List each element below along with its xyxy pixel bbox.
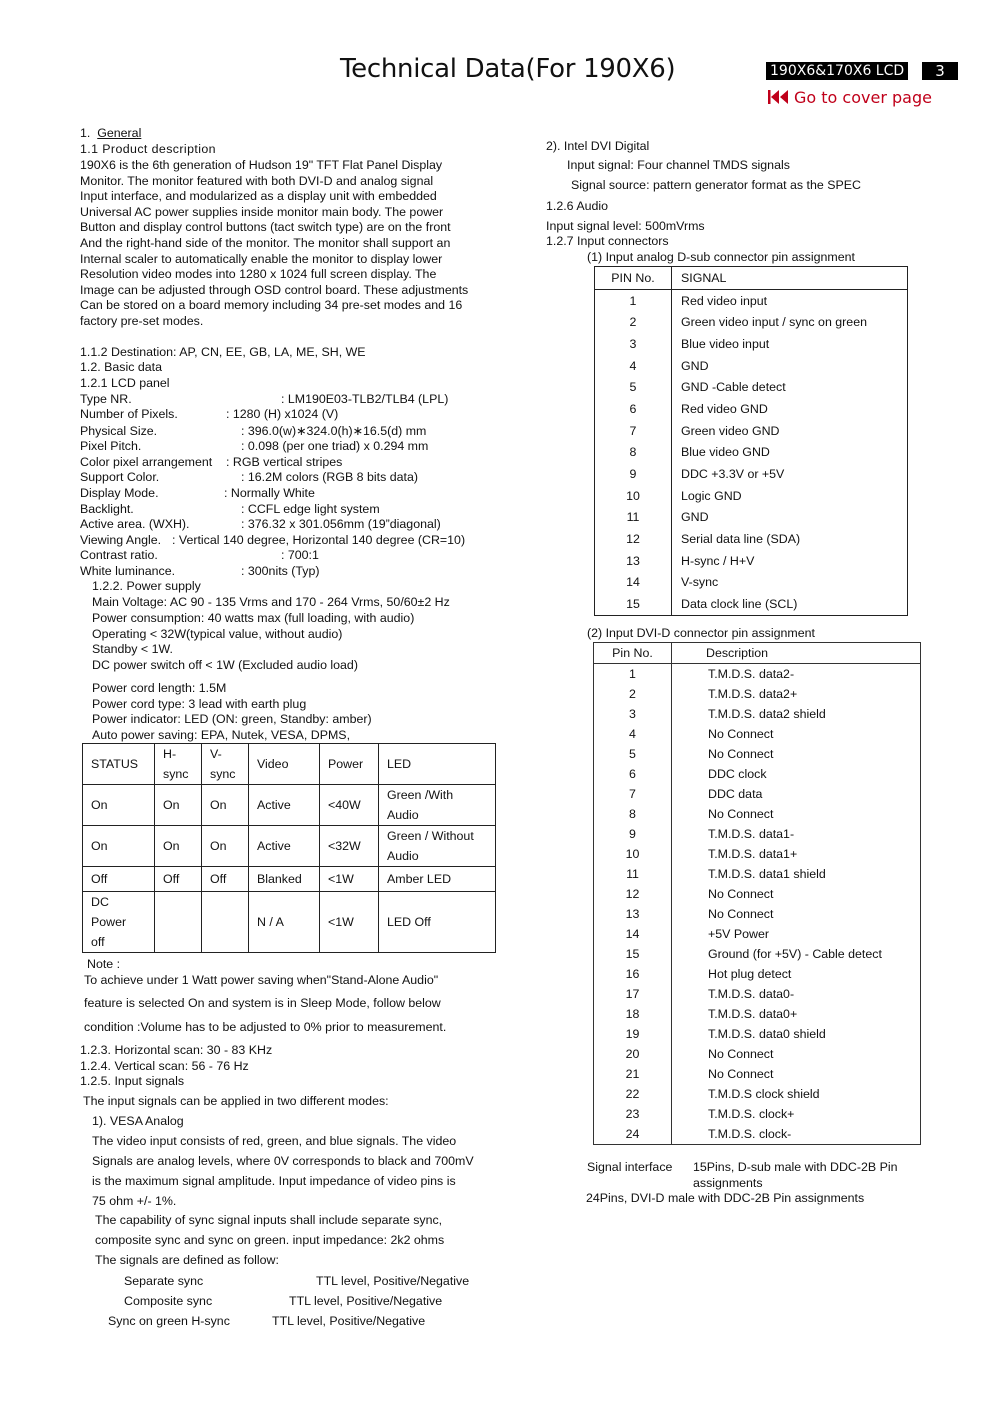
spec-value: : CCFL edge light system bbox=[241, 502, 380, 516]
table-cell: Amber LED bbox=[379, 867, 496, 892]
vesa-line: Signals are analog levels, where 0V corresponds to black and 700mV bbox=[92, 1154, 474, 1168]
pin-signal: Blue video input bbox=[672, 333, 908, 355]
pin-description: T.M.D.S. data0+ bbox=[672, 1004, 921, 1024]
pin-signal: GND -Cable detect bbox=[672, 376, 908, 398]
spec-value: : RGB vertical stripes bbox=[226, 455, 343, 469]
table-row bbox=[594, 1024, 921, 1044]
table-row bbox=[594, 804, 921, 824]
table-row bbox=[594, 684, 921, 704]
desc-line: Monitor. The monitor featured with both DVI-D and analog signal bbox=[80, 173, 434, 188]
note-line: feature is selected On and system is in Sleep Mode, follow below bbox=[84, 996, 441, 1010]
table-row bbox=[595, 420, 908, 442]
table-row bbox=[595, 442, 908, 464]
table-row bbox=[83, 826, 496, 867]
table-row bbox=[594, 944, 921, 964]
vesa-line: 75 ohm +/- 1%. bbox=[92, 1194, 177, 1208]
cover-link-label: Go to cover page bbox=[794, 88, 932, 107]
table-cell: Off bbox=[83, 867, 155, 892]
section-general bbox=[80, 126, 141, 140]
table-header-cell: LED bbox=[379, 744, 496, 785]
table-header-row bbox=[595, 267, 908, 290]
table-row bbox=[595, 355, 908, 377]
pin-description: No Connect bbox=[672, 1044, 921, 1064]
scan-line: 1.2.3. Horizontal scan: 30 - 83 KHz bbox=[80, 1043, 273, 1057]
pin-signal: Logic GND bbox=[672, 485, 908, 507]
spec-value: : 700:1 bbox=[281, 548, 319, 562]
page-number: 3 bbox=[922, 62, 958, 80]
sync-line: The signals are defined as follow: bbox=[95, 1253, 279, 1267]
dvi-pin-table bbox=[593, 642, 921, 1145]
spec-value: : 300nits (Typ) bbox=[241, 564, 320, 578]
dvi-input: Input signal: Four channel TMDS signals bbox=[567, 158, 790, 172]
pin-number: 5 bbox=[629, 380, 637, 395]
pin-description: T.M.D.S. data2+ bbox=[672, 684, 921, 704]
table-header-cell: Video bbox=[249, 744, 320, 785]
table-cell: <40W bbox=[320, 785, 379, 826]
desc-line: And the right-hand side of the monitor. The monitor shall support an bbox=[80, 235, 451, 250]
vga-caption: (1) Input analog D-sub connector pin assignment bbox=[587, 250, 855, 264]
product-description-heading: 1.1 Product description bbox=[80, 142, 216, 156]
power-supply-heading: 1.2.2. Power supply bbox=[92, 579, 201, 593]
scan-line: 1.2.4. Vertical scan: 56 - 76 Hz bbox=[80, 1059, 249, 1073]
table-row bbox=[83, 892, 496, 953]
table-header-cell: Pin No. bbox=[594, 643, 672, 664]
table-row bbox=[594, 884, 921, 904]
dvi-caption: (2) Input DVI-D connector pin assignment bbox=[587, 626, 815, 640]
table-header-cell: STATUS bbox=[83, 744, 155, 785]
pin-number: 17 bbox=[625, 987, 640, 1001]
table-cell: N / A bbox=[249, 892, 320, 953]
pin-description: No Connect bbox=[672, 724, 921, 744]
table-cell: On bbox=[202, 826, 249, 867]
pin-number: 11 bbox=[626, 510, 640, 525]
pin-description: Ground (for +5V) - Cable detect bbox=[672, 944, 921, 964]
audio-heading: 1.2.6 Audio bbox=[546, 199, 609, 213]
pin-signal: Red video GND bbox=[672, 398, 908, 420]
pin-signal: GND bbox=[672, 507, 908, 529]
table-row bbox=[594, 824, 921, 844]
desc-line: Button and display control buttons (tact switch type) are on the front bbox=[80, 220, 451, 235]
pin-description: T.M.D.S. data0- bbox=[672, 984, 921, 1004]
cord-line: Power cord type: 3 lead with earth plug bbox=[92, 697, 307, 711]
spec-value: : LM190E03-TLB2/TLB4 (LPL) bbox=[281, 392, 449, 406]
signal-interface-line: assignments bbox=[693, 1176, 763, 1190]
pin-number: 11 bbox=[626, 867, 639, 881]
pin-description: DDC clock bbox=[672, 764, 921, 784]
spec-value: : 1280 (H) x1024 (V) bbox=[226, 407, 339, 421]
table-header-row bbox=[594, 643, 921, 664]
spec-value: : 0.098 (per one triad) x 0.294 mm bbox=[241, 439, 429, 453]
pin-description: T.M.D.S. data1- bbox=[672, 824, 921, 844]
sync-type-level: TTL level, Positive/Negative bbox=[289, 1294, 443, 1308]
pin-number: 19 bbox=[625, 1027, 640, 1041]
pin-description: +5V Power bbox=[672, 924, 921, 944]
table-row bbox=[595, 311, 908, 333]
table-cell: <32W bbox=[320, 826, 379, 867]
pin-signal: Green video input / sync on green bbox=[672, 311, 908, 333]
note-label: Note : bbox=[87, 957, 121, 971]
vesa-line: is the maximum signal amplitude. Input impedance of video pins is bbox=[92, 1174, 456, 1188]
pin-description: T.M.D.S clock shield bbox=[672, 1084, 921, 1104]
pin-description: No Connect bbox=[672, 884, 921, 904]
table-row bbox=[595, 398, 908, 420]
table-row bbox=[594, 904, 921, 924]
spec-value: : Vertical 140 degree, Horizontal 140 degree (CR=10) bbox=[172, 533, 466, 547]
table-row bbox=[595, 593, 908, 615]
basic-data-heading: 1.2. Basic data bbox=[80, 360, 162, 374]
spec-label: Color pixel arrangement bbox=[80, 455, 213, 469]
pin-description: No Connect bbox=[672, 1064, 921, 1084]
table-cell: On bbox=[83, 785, 155, 826]
pin-number: 23 bbox=[625, 1107, 640, 1121]
pin-number: 13 bbox=[626, 553, 640, 568]
table-row bbox=[595, 528, 908, 550]
table-row bbox=[595, 376, 908, 398]
pin-number: 22 bbox=[625, 1087, 640, 1101]
pin-number: 10 bbox=[625, 847, 640, 861]
vesa-heading: 1). VESA Analog bbox=[92, 1114, 184, 1128]
table-row bbox=[594, 1004, 921, 1024]
cord-line: Power indicator: LED (ON: green, Standby: amber) bbox=[92, 712, 372, 726]
table-row bbox=[594, 664, 921, 685]
table-cell: <1W bbox=[320, 892, 379, 953]
spec-label: Number of Pixels. bbox=[80, 407, 178, 421]
table-row bbox=[595, 572, 908, 594]
pin-number: 9 bbox=[629, 827, 636, 841]
power-line: Main Voltage: AC 90 - 135 Vrms and 170 - 264 Vrms, 50/60±2 Hz bbox=[92, 595, 450, 609]
sync-type-name: Composite sync bbox=[124, 1294, 213, 1308]
pin-number: 12 bbox=[626, 532, 640, 547]
pin-number: 3 bbox=[629, 336, 637, 351]
power-status-table bbox=[82, 743, 496, 953]
signal-interface-line: 15Pins, D-sub male with DDC-2B Pin bbox=[693, 1160, 898, 1174]
desc-line: 190X6 is the 6th generation of Hudson 19" TFT Flat Panel Display bbox=[80, 158, 443, 172]
input-intro: The input signals can be applied in two different modes: bbox=[83, 1094, 389, 1108]
pin-number: 4 bbox=[629, 727, 636, 741]
pin-number: 13 bbox=[625, 907, 640, 921]
table-row bbox=[594, 1104, 921, 1124]
note-line: condition :Volume has to be adjusted to 0% prior to measurement. bbox=[84, 1020, 447, 1034]
table-row bbox=[595, 550, 908, 572]
table-row bbox=[594, 924, 921, 944]
pin-description: No Connect bbox=[672, 744, 921, 764]
table-header-cell: V- sync bbox=[202, 744, 249, 785]
power-line: Operating < 32W(typical value, without audio) bbox=[92, 627, 343, 641]
table-row bbox=[595, 485, 908, 507]
sync-type-name: Separate sync bbox=[124, 1274, 204, 1288]
pin-number: 16 bbox=[625, 967, 640, 981]
rewind-icon bbox=[768, 90, 788, 104]
table-row bbox=[594, 764, 921, 784]
spec-label: Viewing Angle. bbox=[80, 533, 162, 547]
pin-number: 2 bbox=[629, 315, 637, 330]
pin-signal: V-sync bbox=[672, 572, 908, 594]
section-number: 1. bbox=[80, 126, 91, 140]
scan-line: 1.2.5. Input signals bbox=[80, 1074, 185, 1088]
pin-description: DDC data bbox=[672, 784, 921, 804]
desc-line: Universal AC power supplies inside monitor main body. The power bbox=[80, 204, 444, 219]
spec-label: Active area. (WXH). bbox=[80, 517, 190, 531]
sync-type-level: TTL level, Positive/Negative bbox=[316, 1274, 470, 1288]
desc-line: Input interface, and modularized as a display unit with embedded bbox=[80, 189, 437, 204]
spec-label: Type NR. bbox=[80, 392, 132, 406]
table-row bbox=[595, 289, 908, 311]
table-row bbox=[594, 724, 921, 744]
sync-line: composite sync and sync on green. input impedance: 2k2 ohms bbox=[95, 1233, 445, 1247]
pin-description: T.M.D.S. clock- bbox=[672, 1124, 921, 1145]
table-cell: Off bbox=[155, 867, 202, 892]
table-row bbox=[594, 784, 921, 804]
page-title: Technical Data(For 190X6) bbox=[340, 54, 676, 84]
pin-number: 15 bbox=[626, 597, 640, 612]
section-label: General bbox=[97, 126, 142, 140]
spec-label: Backlight. bbox=[80, 502, 134, 516]
desc-line: Can be stored on a board memory including 34 pre-set modes and 16 bbox=[80, 298, 463, 313]
table-row bbox=[83, 867, 496, 892]
pin-description: No Connect bbox=[672, 804, 921, 824]
spec-value: : Normally White bbox=[224, 486, 315, 500]
table-cell: Active bbox=[249, 785, 320, 826]
desc-line: Resolution video modes into 1280 x 1024 full screen display. The bbox=[80, 267, 437, 282]
pin-number: 6 bbox=[629, 401, 637, 416]
table-row bbox=[83, 785, 496, 826]
pin-signal: H-sync / H+V bbox=[672, 550, 908, 572]
vesa-line: The video input consists of red, green, and blue signals. The video bbox=[92, 1134, 457, 1148]
table-row bbox=[595, 333, 908, 355]
pin-number: 8 bbox=[629, 445, 637, 460]
desc-line: Internal scaler to automatically enable the monitor to display lower bbox=[80, 251, 443, 266]
table-cell: Blanked bbox=[249, 867, 320, 892]
power-line: Power consumption: 40 watts max (full loading, with audio) bbox=[92, 611, 415, 625]
table-cell: Green /With Audio bbox=[379, 785, 496, 826]
table-header-cell: PIN No. bbox=[595, 267, 672, 290]
pin-number: 10 bbox=[626, 488, 640, 503]
table-cell: Active bbox=[249, 826, 320, 867]
power-line: Standby < 1W. bbox=[92, 642, 173, 656]
pin-signal: Green video GND bbox=[672, 420, 908, 442]
pin-number: 18 bbox=[625, 1007, 640, 1021]
note-line: To achieve under 1 Watt power saving when"Stand-Alone Audio" bbox=[84, 973, 439, 987]
lcd-panel-heading: 1.2.1 LCD panel bbox=[80, 376, 170, 390]
table-row bbox=[594, 864, 921, 884]
pin-number: 20 bbox=[625, 1047, 640, 1061]
table-row bbox=[594, 1064, 921, 1084]
pin-number: 3 bbox=[629, 707, 636, 721]
pin-description: Hot plug detect bbox=[672, 964, 921, 984]
spec-label: Display Mode. bbox=[80, 486, 159, 500]
pin-number: 2 bbox=[629, 687, 636, 701]
pin-number: 15 bbox=[625, 947, 640, 961]
pin-description: T.M.D.S. data1 shield bbox=[672, 864, 921, 884]
pin-description: No Connect bbox=[672, 904, 921, 924]
signal-interface-line: 24Pins, DVI-D male with DDC-2B Pin assignments bbox=[586, 1191, 865, 1205]
product-description bbox=[80, 158, 500, 330]
table-cell: On bbox=[83, 826, 155, 867]
pin-signal: DDC +3.3V or +5V bbox=[672, 463, 908, 485]
pin-description: T.M.D.S. data0 shield bbox=[672, 1024, 921, 1044]
table-row bbox=[594, 964, 921, 984]
power-line: DC power switch off < 1W (Excluded audio load) bbox=[92, 658, 358, 672]
destination: 1.1.2 Destination: AP, CN, EE, GB, LA, ME, SH, WE bbox=[80, 345, 366, 359]
dvi-source: Signal source: pattern generator format as the SPEC bbox=[571, 178, 861, 192]
spec-label: Support Color. bbox=[80, 470, 160, 484]
pin-number: 14 bbox=[626, 575, 640, 590]
sync-type-level: TTL level, Positive/Negative bbox=[272, 1314, 426, 1328]
sync-line: The capability of sync signal inputs shall include separate sync, bbox=[95, 1213, 443, 1227]
desc-line: factory pre-set modes. bbox=[80, 313, 204, 328]
table-row bbox=[594, 704, 921, 724]
pin-signal: Red video input bbox=[672, 289, 908, 311]
pin-number: 1 bbox=[629, 667, 636, 681]
model-badge: 190X6&170X6 LCD bbox=[766, 62, 908, 80]
pin-signal: Serial data line (SDA) bbox=[672, 528, 908, 550]
table-cell: Green / Without Audio bbox=[379, 826, 496, 867]
cord-line: Auto power saving: EPA, Nutek, VESA, DPMS, bbox=[92, 728, 351, 742]
cover-page-link[interactable] bbox=[768, 88, 932, 107]
pin-number: 6 bbox=[629, 767, 636, 781]
pin-description: T.M.D.S. data2- bbox=[672, 664, 921, 685]
table-header-cell: H- sync bbox=[155, 744, 202, 785]
spec-value: : 396.0(w)∗324.0(h)∗16.5(d) mm bbox=[241, 424, 427, 438]
signal-interface-label: Signal interface bbox=[587, 1160, 673, 1174]
table-header-row bbox=[83, 744, 496, 785]
cord-line: Power cord length: 1.5M bbox=[92, 681, 227, 695]
table-cell bbox=[155, 892, 202, 953]
table-header-cell: Description bbox=[672, 643, 921, 664]
pin-signal: Blue video GND bbox=[672, 442, 908, 464]
pin-number: 7 bbox=[629, 787, 636, 801]
pin-signal: GND bbox=[672, 355, 908, 377]
pin-description: T.M.D.S. data2 shield bbox=[672, 704, 921, 724]
table-cell: On bbox=[202, 785, 249, 826]
table-cell: DC Power off bbox=[83, 892, 155, 953]
spec-label: White luminance. bbox=[80, 564, 176, 578]
pin-number: 1 bbox=[629, 293, 637, 308]
pin-description: T.M.D.S. data1+ bbox=[672, 844, 921, 864]
spec-label: Physical Size. bbox=[80, 424, 158, 438]
table-header-cell: Power bbox=[320, 744, 379, 785]
table-header-cell: SIGNAL bbox=[672, 267, 908, 290]
spec-label: Pixel Pitch. bbox=[80, 439, 142, 453]
pin-number: 12 bbox=[625, 887, 640, 901]
vga-pin-table bbox=[594, 266, 908, 616]
table-row bbox=[594, 1084, 921, 1104]
table-row bbox=[595, 463, 908, 485]
pin-number: 9 bbox=[629, 467, 637, 482]
pin-number: 5 bbox=[629, 747, 636, 761]
spec-value: : 376.32 x 301.056mm (19”diagonal) bbox=[241, 517, 441, 531]
table-row bbox=[594, 1124, 921, 1145]
connectors-heading: 1.2.7 Input connectors bbox=[546, 234, 669, 248]
pin-number: 21 bbox=[625, 1067, 640, 1081]
table-cell bbox=[202, 892, 249, 953]
pin-number: 7 bbox=[629, 423, 637, 438]
desc-line: Image can be adjusted through OSD control board. These adjustments bbox=[80, 282, 469, 297]
audio-level: Input signal level: 500mVrms bbox=[546, 219, 705, 233]
dvi-heading: 2). Intel DVI Digital bbox=[546, 139, 650, 153]
pin-number: 24 bbox=[625, 1127, 640, 1141]
pin-number: 14 bbox=[625, 927, 640, 941]
table-row bbox=[594, 844, 921, 864]
table-cell: LED Off bbox=[379, 892, 496, 953]
table-row bbox=[594, 1044, 921, 1064]
table-cell: <1W bbox=[320, 867, 379, 892]
pin-signal: Data clock line (SCL) bbox=[672, 593, 908, 615]
table-cell: On bbox=[155, 826, 202, 867]
pin-description: T.M.D.S. clock+ bbox=[672, 1104, 921, 1124]
pin-number: 8 bbox=[629, 807, 636, 821]
table-cell: On bbox=[155, 785, 202, 826]
pin-number: 4 bbox=[629, 358, 637, 373]
table-row bbox=[594, 984, 921, 1004]
table-row bbox=[595, 507, 908, 529]
spec-value: : 16.2M colors (RGB 8 bits data) bbox=[241, 470, 418, 484]
spec-label: Contrast ratio. bbox=[80, 548, 158, 562]
sync-type-name: Sync on green H-sync bbox=[108, 1314, 230, 1328]
table-row bbox=[594, 744, 921, 764]
table-cell: Off bbox=[202, 867, 249, 892]
